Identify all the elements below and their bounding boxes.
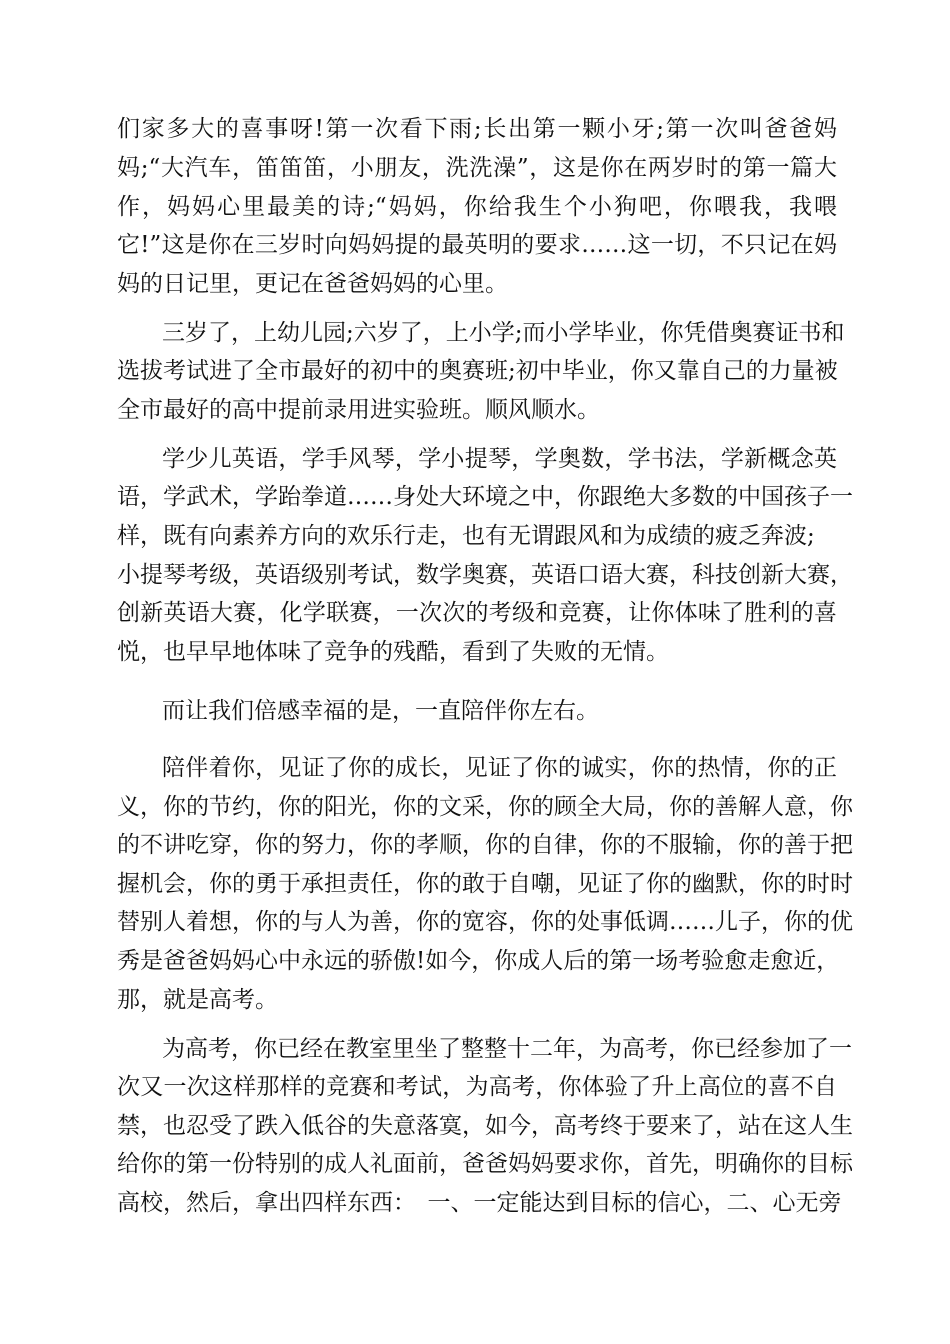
paragraph-2-line-3: 全市最好的高中提前录用进实验班。顺风顺水。	[117, 397, 600, 423]
paragraph-6-line-4: 给你的第一份特别的成人礼面前，爸爸妈妈要求你，首先，明确你的目标	[117, 1151, 853, 1177]
paragraph-4-line-1: 而让我们倍感幸福的是，一直陪伴你左右。	[162, 698, 599, 724]
paragraph-5-line-2: 义，你的节约，你的阳光，你的文采，你的顾全大局，你的善解人意，你	[117, 794, 853, 820]
paragraph-6-line-1: 为高考，你已经在教室里坐了整整十二年，为高考，你已经参加了一	[162, 1036, 852, 1062]
paragraph-2-line-2: 选拔考试进了全市最好的初中的奥赛班;初中毕业，你又靠自己的力量被	[117, 358, 838, 384]
paragraph-3-line-6: 悦，也早早地体味了竞争的残酷，看到了失败的无情。	[117, 639, 669, 665]
paragraph-5-line-1: 陪伴着你，见证了你的成长，见证了你的诚实，你的热情，你的正	[162, 755, 837, 781]
paragraph-3-line-5: 创新英语大赛，化学联赛，一次次的考级和竞赛，让你体味了胜利的喜	[117, 600, 837, 626]
paragraph-5-line-5: 替别人着想，你的与人为善，你的宽容，你的处事低调……儿子，你的优	[117, 909, 853, 935]
paragraph-6-line-2: 次又一次这样那样的竞赛和考试，为高考，你体验了升上高位的喜不自	[117, 1074, 837, 1100]
paragraph-3-line-2: 语，学武术，学跆拳道……身处大环境之中，你跟绝大多数的中国孩子一	[117, 484, 853, 510]
paragraph-2-line-1: 三岁了，上幼儿园;六岁了，上小学;而小学毕业，你凭借奥赛证书和	[162, 320, 845, 346]
paragraph-3-line-3: 样，既有向素养方向的欢乐行走，也有无谓跟风和为成绩的疲乏奔波;	[117, 523, 815, 549]
paragraph-1-line-2: 妈;“大汽车，笛笛笛，小朋友，洗洗澡”，这是你在两岁时的第一篇大	[117, 155, 837, 181]
paragraph-5-line-7: 那，就是高考。	[117, 987, 278, 1013]
paragraph-3-line-1: 学少儿英语，学手风琴，学小提琴，学奥数，学书法，学新概念英	[162, 446, 837, 472]
paragraph-1-line-1: 们家多大的喜事呀!第一次看下雨;长出第一颗小牙;第一次叫爸爸妈	[117, 116, 837, 142]
paragraph-5-line-6: 秀是爸爸妈妈心中永远的骄傲!如今，你成人后的第一场考验愈走愈近，	[117, 948, 840, 974]
paragraph-6-line-5: 高校，然后，拿出四样东西： 一、一定能达到目标的信心，二、心无旁	[117, 1190, 842, 1216]
paragraph-6-line-3: 禁，也忍受了跌入低谷的失意落寞，如今，高考终于要来了，站在这人生	[117, 1113, 853, 1139]
paragraph-5-line-3: 的不讲吃穿，你的努力，你的孝顺，你的自律，你的不服输，你的善于把	[117, 832, 853, 858]
paragraph-3-line-4: 小提琴考级，英语级别考试，数学奥赛，英语口语大赛，科技创新大赛，	[117, 562, 853, 588]
paragraph-1-line-5: 妈的日记里，更记在爸爸妈妈的心里。	[117, 271, 508, 297]
paragraph-1-line-4: 它!”这是你在三岁时向妈妈提的最英明的要求……这一切，不只记在妈	[117, 232, 837, 258]
paragraph-1-line-3: 作，妈妈心里最美的诗;“妈妈，你给我生个小狗吧，你喂我，我喂	[117, 194, 837, 220]
paragraph-5-line-4: 握机会，你的勇于承担责任，你的敢于自嘲，见证了你的幽默，你的时时	[117, 871, 853, 897]
